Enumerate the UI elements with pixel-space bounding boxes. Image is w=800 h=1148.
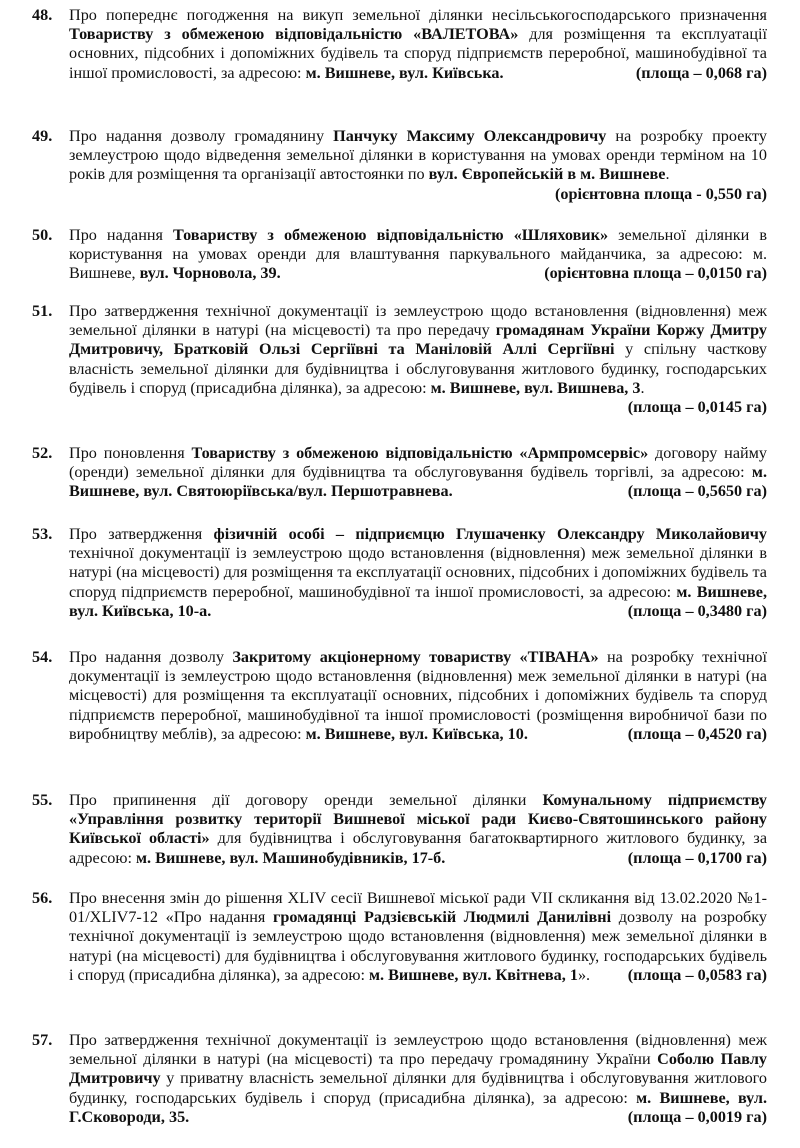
plot-area: (площа – 0,1700 га) xyxy=(627,848,767,867)
item-text xyxy=(69,226,767,284)
agenda-item xyxy=(32,444,767,502)
item-text-bold: м. Вишневе, вул. Святоюріївська/вул. Першотравнева. xyxy=(69,463,767,501)
agenda-item xyxy=(32,302,767,417)
item-text xyxy=(69,444,767,502)
item-text-bold: вул. Європейській в м. Вишневе xyxy=(428,165,666,184)
item-number: 50. xyxy=(32,226,53,244)
agenda-item xyxy=(32,648,767,744)
agenda-item xyxy=(32,6,767,83)
item-text-bold: вул. Чорновола, 39. xyxy=(139,264,281,283)
item-text-bold: фізичній особі – підприємцю Глушаченку Олександру Миколайовичу xyxy=(213,525,768,543)
item-text-bold: Товариству з обмеженою відповідальністю «Армпромсервіс» xyxy=(191,444,649,462)
item-text-run: Про внесення змін до рішення XLIV сесії Вишневої міської ради VII скликання від 13.02.2020 №1-01/XLIV7-12 «Про надання xyxy=(69,889,767,927)
item-number: 57. xyxy=(32,1031,53,1049)
item-text-bold: м. Вишневе, вул. Вишнева, 3 xyxy=(430,378,641,397)
plot-area: (площа – 0,4520 га) xyxy=(627,724,767,743)
item-text-run: для будівництва і обслуговування багатоквартирного житлового будинку, за адресою: xyxy=(69,829,768,867)
item-text-bold: громадянам України Коржу Дмитру Дмитровичу, Братковій Ользі Сергіївні та Маніловій Аллі Сергіївні xyxy=(69,321,767,359)
item-number: 53. xyxy=(32,525,53,543)
item-number: 49. xyxy=(32,127,53,145)
item-text-run: Про надання дозволу громадянину xyxy=(69,127,334,145)
item-text xyxy=(69,889,767,985)
plot-area: (площа – 0,3480 га) xyxy=(627,601,767,620)
item-text-run: у спільну часткову власність земельної ділянки для будівництва і обслуговування житлового будинку, господарських будівель і споруд (присадибна ділянка), за адресою: xyxy=(69,340,767,397)
item-text-bold: Товариству з обмеженою відповідальністю «Шляховик» xyxy=(173,226,609,244)
item-text-run: дозволу на розробку технічної документації із землеустрою щодо встановлення (відновлення) меж земельної ділянки в натурі (на місцевості) для будівництва і обслуговування житлового будинку, господарських будівель і споруд (присадибна ділянка), за адресою: xyxy=(69,908,768,984)
item-text xyxy=(69,302,767,417)
item-number: 52. xyxy=(32,444,53,462)
item-text-run: у приватну власність земельної ділянки для будівництва і обслуговування житлового будинку, господарських будівель і споруд (присадибна ділянка), за адресою: xyxy=(69,1069,767,1107)
plot-area: (площа – 0,5650 га) xyxy=(627,482,767,501)
item-text-bold: м. Вишневе, вул. Київська. xyxy=(305,63,504,82)
item-text-run: Про затвердження xyxy=(69,525,214,543)
item-number: 48. xyxy=(32,6,53,24)
item-number: 54. xyxy=(32,648,53,666)
item-text-bold: Панчуку Максиму Олександровичу xyxy=(333,127,607,145)
item-text-run: земельної ділянки в користування на умовах оренди для влаштування паркувального майданчика, за адресою: м. Вишневе, xyxy=(69,226,768,283)
agenda-item xyxy=(32,127,767,204)
item-text xyxy=(69,791,767,868)
item-text-bold: Закритому акціонерному товариству «ТІВАНА» xyxy=(232,648,599,666)
plot-area: (площа – 0,0019 га) xyxy=(627,1107,767,1126)
item-text-run: Про попереднє погодження на викуп земельної ділянки несільськогосподарського призначення xyxy=(69,6,767,24)
item-text xyxy=(69,525,767,621)
item-text xyxy=(69,1031,767,1127)
item-text-run: Про надання xyxy=(69,226,174,244)
item-text-run: Про затвердження технічної документації із землеустрою щодо встановлення (відновлення) меж земельної ділянки в натурі (на місцевості) та про передачу xyxy=(69,302,767,340)
agenda-item xyxy=(32,791,767,868)
plot-area: (орієнтовна площа – 0,0150 га) xyxy=(544,264,767,283)
item-text-run: Про припинення дії договору оренди земельної ділянки xyxy=(69,791,543,809)
item-text-run: . xyxy=(640,378,645,397)
item-text-bold: м. Вишневе, вул. Квітнева, 1 xyxy=(368,965,578,984)
plot-area: (площа – 0,068 га) xyxy=(635,63,767,82)
item-text-run: договору найму (оренди) земельної ділянки для будівництва та обслуговування будівель торгівлі, за адресою: xyxy=(69,444,768,482)
agenda-item xyxy=(32,889,767,985)
item-text xyxy=(69,127,767,203)
item-text-run: на розробку проекту землеустрою щодо відведення земельної ділянки в користування на умовах оренди терміном на 10 років для розміщення та організації автостоянки по xyxy=(69,127,767,184)
plot-area: (орієнтовна площа - 0,550 га) xyxy=(555,184,767,203)
item-number: 51. xyxy=(32,302,53,320)
item-text-run: технічної документації із землеустрою щодо встановлення (відновлення) меж земельної ділянки в натурі (на місцевості) для розміщення та експлуатації основних, підсобних і допоміжних будівель та споруд підприємств переробної, машинобудівної та іншої промисловості, за адресою: xyxy=(69,544,767,601)
item-text-run: Про поновлення xyxy=(69,444,192,462)
agenda-item xyxy=(32,1031,767,1127)
item-text xyxy=(69,648,767,744)
agenda-item xyxy=(32,226,767,284)
plot-area: (площа – 0,0583 га) xyxy=(627,965,767,984)
item-text-bold: громадянці Радзієвській Людмилі Данилівні xyxy=(273,908,612,927)
item-text-bold: м. Вишневе, вул. Г.Сковороди, 35. xyxy=(69,1088,767,1126)
item-text-run: для розміщення та експлуатації основних, підсобних і допоміжних будівель та споруд підприємств переробної, машинобудівної та іншої промисловості, за адресою: xyxy=(69,25,767,82)
item-text-bold: Соболю Павлу Дмитровичу xyxy=(69,1050,767,1088)
item-number: 55. xyxy=(32,791,53,809)
item-text-bold: Товариству з обмеженою відповідальністю «ВАЛЕТОВА» xyxy=(69,25,519,44)
plot-area: (площа – 0,0145 га) xyxy=(627,398,767,417)
item-text-run: Про затвердження технічної документації із землеустрою щодо встановлення (відновлення) меж земельної ділянки в натурі (на місцевості) та про передачу громадянину України xyxy=(69,1031,767,1069)
item-text-run: на розробку технічної документації із землеустрою щодо встановлення (відновлення) меж земельної ділянки в натурі (на місцевості) для розміщення та експлуатації основних, підсобних і допоміжних будівель та споруд підприємств переробної, машинобудівної та іншої промисловості (розміщення виробничої бази по виробництву меблів), за адресою: xyxy=(69,648,767,743)
item-text-bold: м. Вишневе, вул. Машинобудівників, 17-б. xyxy=(136,848,446,867)
item-text-run: ». xyxy=(577,965,591,984)
item-text-run: Про надання дозволу xyxy=(69,648,233,666)
item-text-bold: м. Вишневе, вул. Київська, 10-а. xyxy=(69,582,767,620)
item-text-bold: м. Вишневе, вул. Київська, 10. xyxy=(305,724,528,743)
item-text-run: . xyxy=(665,165,670,184)
item-number: 56. xyxy=(32,889,53,907)
item-text xyxy=(69,6,767,83)
item-text-bold: Комунальному підприємству «Управління розвитку території Вишневої міської ради Києво-Святошинського району Київської області» xyxy=(69,791,767,848)
agenda-item xyxy=(32,525,767,621)
